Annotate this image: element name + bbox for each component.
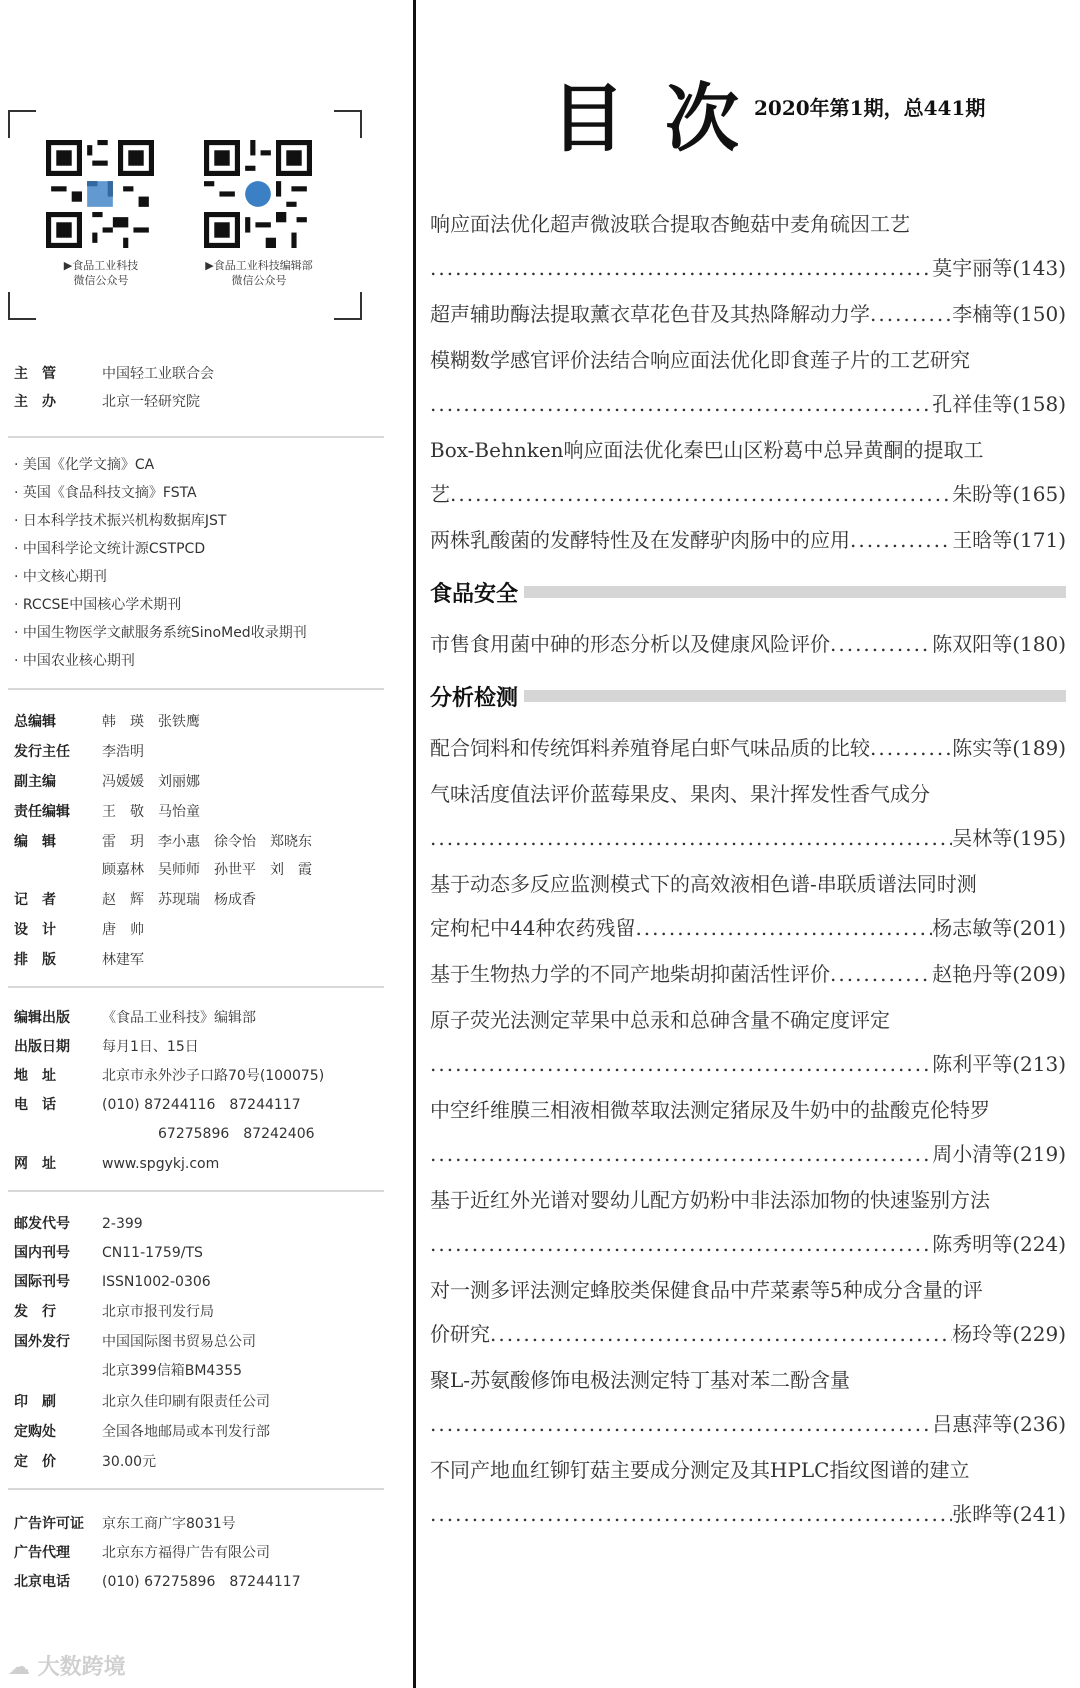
staff-row: 总编辑 韩 瑛 张铁鹰 <box>14 714 200 730</box>
leader-dots <box>830 627 932 661</box>
toc-entry-author-page: 陈利平等(213) <box>932 1052 1066 1076</box>
index-item: · 中国生物医学文献服务系统SinoMed收录期刊 <box>14 625 307 641</box>
toc-entry-text: 定枸杞中44种农药残留 <box>430 916 636 940</box>
toc-entry-title[interactable]: 基于动态多反应监测模式下的高效液相色谱-串联质谱法同时测 <box>430 872 977 896</box>
leader-dots <box>430 251 932 285</box>
toc-entry[interactable] <box>430 387 1066 421</box>
publish-row: 编辑出版 《食品工业科技》编辑部 <box>14 1010 256 1026</box>
masthead-column <box>0 0 405 1688</box>
cloud-logo-icon: ☁ <box>8 1655 30 1680</box>
toc-entry-title[interactable]: 中空纤维膜三相液相微萃取法测定猪尿及牛奶中的盐酸克伦特罗 <box>430 1098 990 1122</box>
toc-entry-title[interactable]: Box-Behnken响应面法优化秦巴山区粉葛中总异黄酮的提取工 <box>430 438 984 462</box>
toc-entry-author-page: 吕惠萍等(236) <box>932 1412 1066 1436</box>
toc-entry-title[interactable]: 模糊数学感官评价法结合响应面法优化即食莲子片的工艺研究 <box>430 348 970 372</box>
toc-entry[interactable] <box>430 1317 1066 1351</box>
toc-entry-author-page: 李楠等(150) <box>952 302 1066 326</box>
toc-entry-text: 市售食用菌中砷的形态分析以及健康风险评价 <box>430 632 830 656</box>
ad-row: 广告代理 北京东方福得广告有限公司 <box>14 1545 270 1561</box>
divider <box>8 1190 384 1192</box>
publish-row: 地 址 北京市永外沙子口路70号(100075) <box>14 1068 325 1084</box>
leader-dots <box>870 731 952 765</box>
toc-entry-author-page: 王晗等(171) <box>952 528 1066 552</box>
toc-column <box>416 0 1080 1688</box>
section-title: 食品安全 <box>430 580 519 607</box>
staff-row: 记 者 赵 辉 苏现瑞 杨成香 <box>14 892 256 908</box>
toc-entry-author-page: 朱盼等(165) <box>952 482 1066 506</box>
staff-row: 排 版 林建军 <box>14 952 144 968</box>
watermark: ☁ 大数跨境 <box>8 1655 126 1680</box>
index-item: · 中国农业核心期刊 <box>14 653 135 669</box>
staff-row: 副主编 冯媛媛 刘丽娜 <box>14 774 200 790</box>
toc-entry[interactable] <box>430 1497 1066 1531</box>
leader-dots <box>430 387 932 421</box>
toc-entry-text: 配合饲料和传统饵料养殖脊尾白虾气味品质的比较 <box>430 736 870 760</box>
toc-entry-author-page: 张晔等(241) <box>952 1502 1066 1526</box>
leader-dots <box>430 1227 932 1261</box>
leader-dots <box>850 523 952 557</box>
section-title: 分析检测 <box>430 684 519 711</box>
index-item: · 中文核心期刊 <box>14 569 107 585</box>
qr-caption: ▶食品工业科技编辑部 微信公众号 <box>205 259 313 287</box>
toc-entry-title[interactable]: 聚L-苏氨酸修饰电极法测定特丁基对苯二酚含量 <box>430 1368 851 1392</box>
toc-entry[interactable] <box>430 731 1066 765</box>
postal-row: 国内刊号 CN11-1759/TS <box>14 1245 203 1261</box>
leader-dots <box>430 821 952 855</box>
index-item: · 中国科学论文统计源CSTPCD <box>14 541 206 557</box>
toc-entry[interactable] <box>430 477 1066 511</box>
issue-number: 2020年第1期，总441期 <box>754 96 986 120</box>
toc-entry[interactable] <box>430 911 1066 945</box>
toc-entry[interactable] <box>430 251 1066 285</box>
toc-entry[interactable] <box>430 1137 1066 1171</box>
toc-entry-author-page: 赵艳丹等(209) <box>932 962 1066 986</box>
toc-entry-title[interactable]: 气味活度值法评价蓝莓果皮、果肉、果汁挥发性香气成分 <box>430 782 930 806</box>
toc-entry-text: 艺 <box>430 482 450 506</box>
qr-code-wechat <box>46 140 154 248</box>
toc-entry-title[interactable]: 不同产地血红铆钉菇主要成分测定及其HPLC指纹图谱的建立 <box>430 1458 970 1482</box>
sponsor-row: 主 办 北京一轻研究院 <box>14 394 200 410</box>
section-bar <box>524 586 1066 598</box>
toc-entry-author-page: 周小清等(219) <box>932 1142 1066 1166</box>
section-heading <box>430 681 1066 711</box>
toc-entry-text: 超声辅助酶法提取薰衣草花色苷及其热降解动力学 <box>430 302 870 326</box>
toc-entry-author-page: 莫宇丽等(143) <box>932 256 1066 280</box>
postal-row: 印 刷 北京久佳印刷有限责任公司 <box>14 1394 270 1410</box>
postal-row: 邮发代号 2-399 <box>14 1216 143 1232</box>
qr-frame <box>8 110 362 320</box>
toc-entry[interactable] <box>430 627 1066 661</box>
corner-mark <box>8 110 36 138</box>
toc-entry-title[interactable]: 基于近红外光谱对婴幼儿配方奶粉中非法添加物的快速鉴别方法 <box>430 1188 990 1212</box>
toc-entry-author-page: 陈实等(189) <box>952 736 1066 760</box>
page-title: 目次 <box>551 76 779 162</box>
postal-row: 发 行 北京市报刊发行局 <box>14 1304 214 1320</box>
toc-entry-author-page: 杨志敏等(201) <box>932 916 1066 940</box>
corner-mark <box>334 110 362 138</box>
corner-mark <box>8 292 36 320</box>
leader-dots <box>490 1317 952 1351</box>
publish-row: 出版日期 每月1日、15日 <box>14 1039 199 1055</box>
sponsor-row: 主 管 中国轻工业联合会 <box>14 366 214 382</box>
toc-entry-title[interactable]: 响应面法优化超声微波联合提取杏鲍菇中麦角硫因工艺 <box>430 212 910 236</box>
qr-caption: ▶食品工业科技 微信公众号 <box>63 259 139 287</box>
toc-entry[interactable] <box>430 1227 1066 1261</box>
qr-code-editorial <box>204 140 312 248</box>
leader-dots <box>430 1407 932 1441</box>
toc-entry-text: 价研究 <box>430 1322 490 1346</box>
toc-entry[interactable] <box>430 297 1066 331</box>
index-item: · 日本科学技术振兴机构数据库JST <box>14 513 227 529</box>
staff-row: 责任编辑 王 敬 马怡童 <box>14 804 200 820</box>
toc-entry-title[interactable]: 对一测多评法测定蜂胶类保健食品中芹菜素等5种成分含量的评 <box>430 1278 983 1302</box>
index-item: · 英国《食品科技文摘》FSTA <box>14 485 197 501</box>
toc-entry[interactable] <box>430 1047 1066 1081</box>
divider <box>8 436 384 438</box>
toc-entry[interactable] <box>430 523 1066 557</box>
postal-row: 国际刊号 ISSN1002-0306 <box>14 1274 211 1290</box>
leader-dots <box>450 477 952 511</box>
postal-row: 定购处 全国各地邮局或本刊发行部 <box>14 1424 270 1440</box>
postal-row: 定 价 30.00元 <box>14 1454 157 1470</box>
index-item: · RCCSE中国核心学术期刊 <box>14 597 182 613</box>
toc-entry-text: 两株乳酸菌的发酵特性及在发酵驴肉肠中的应用 <box>430 528 850 552</box>
corner-mark <box>334 292 362 320</box>
postal-row: 国外发行 中国国际图书贸易总公司 <box>14 1334 256 1350</box>
publish-row: 电 话 (010) 87244116 87244117 <box>14 1097 301 1113</box>
toc-entry-author-page: 陈秀明等(224) <box>932 1232 1066 1256</box>
leader-dots <box>430 1497 952 1531</box>
divider <box>8 986 384 988</box>
staff-row: 设 计 唐 帅 <box>14 922 144 938</box>
toc-entry-author-page: 孔祥佳等(158) <box>932 392 1066 416</box>
leader-dots <box>830 957 932 991</box>
divider <box>8 1488 384 1490</box>
ad-row: 广告许可证 京东工商广字8031号 <box>14 1516 236 1532</box>
publish-row: 67275896 87242406 <box>158 1126 315 1142</box>
index-item: · 美国《化学文摘》CA <box>14 457 155 473</box>
toc-entry-author-page: 杨玲等(229) <box>952 1322 1066 1346</box>
toc-entry[interactable] <box>430 821 1066 855</box>
toc-entry[interactable] <box>430 1407 1066 1441</box>
staff-row: 发行主任 李浩明 <box>14 744 144 760</box>
leader-dots <box>430 1137 932 1171</box>
staff-row: 顾嘉林 吴师师 孙世平 刘 霞 <box>102 862 312 878</box>
toc-entry-author-page: 陈双阳等(180) <box>932 632 1066 656</box>
ad-row: 北京电话 (010) 67275896 87244117 <box>14 1574 301 1590</box>
divider <box>8 688 384 690</box>
toc-entry[interactable] <box>430 957 1066 991</box>
staff-row: 编 辑 雷 玥 李小惠 徐令怡 郑晓东 <box>14 834 312 850</box>
leader-dots <box>430 1047 932 1081</box>
toc-entry-text: 基于生物热力学的不同产地柴胡抑菌活性评价 <box>430 962 830 986</box>
postal-row: 北京399信箱BM4355 <box>102 1363 243 1379</box>
leader-dots <box>870 297 952 331</box>
section-heading <box>430 577 1066 607</box>
leader-dots <box>635 911 932 945</box>
publish-row: 网 址 www.spgykj.com <box>14 1156 220 1172</box>
toc-entry-title[interactable]: 原子荧光法测定苹果中总汞和总砷含量不确定度评定 <box>430 1008 890 1032</box>
section-bar <box>524 690 1066 702</box>
toc-entry-author-page: 吴林等(195) <box>952 826 1066 850</box>
